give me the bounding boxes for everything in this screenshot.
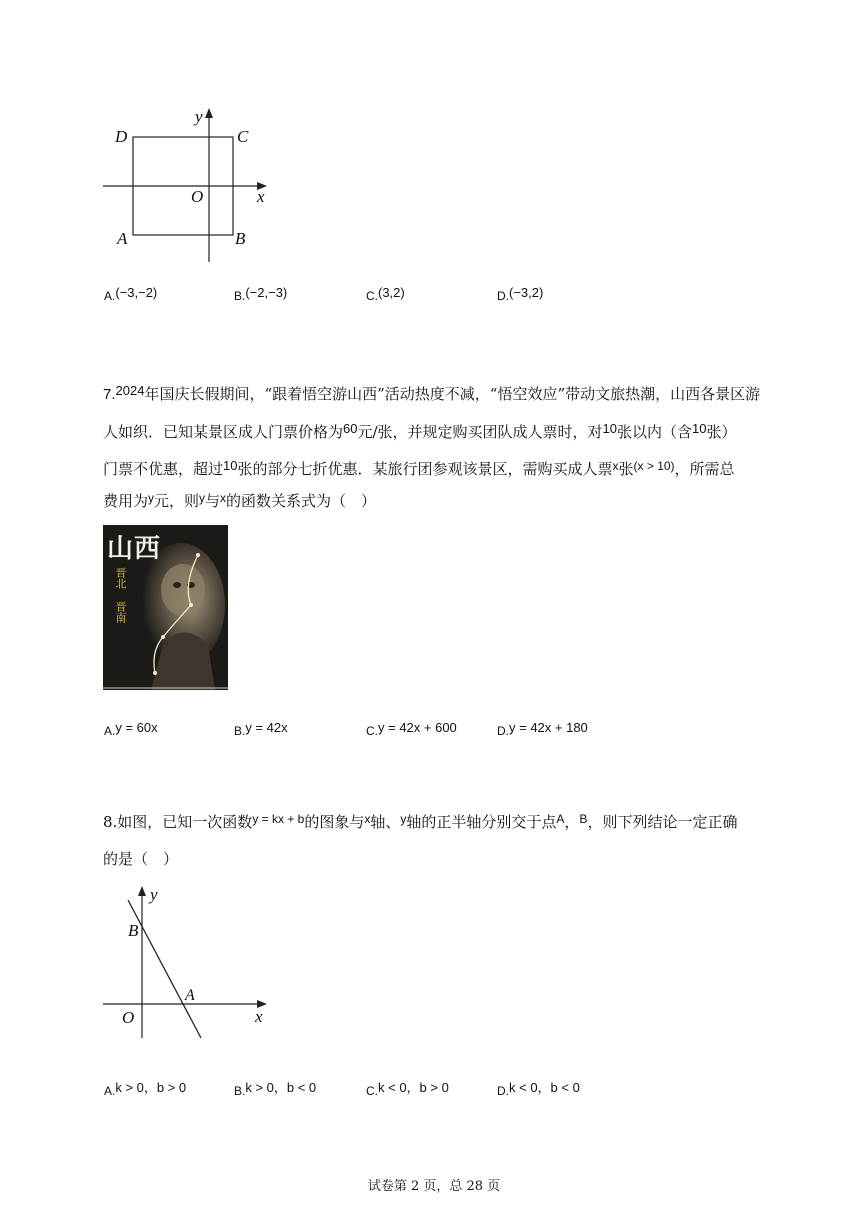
q7-var-y: y xyxy=(199,491,206,505)
option-letter: A. xyxy=(104,724,116,738)
q6-option-b[interactable] xyxy=(234,285,287,301)
option-value: y = 60x xyxy=(115,720,158,735)
q7-number-10: 10 xyxy=(692,421,707,436)
q8-label-o: O xyxy=(122,1008,135,1027)
q8-text: 8.如图，已知一次函数 xyxy=(103,813,253,831)
q6-coordinate-figure xyxy=(95,100,280,270)
q7-text: 费用为 xyxy=(103,492,149,510)
q7-text: ，所需总 xyxy=(674,460,735,478)
q8-function: y = kx + b xyxy=(252,812,305,826)
option-letter: B. xyxy=(234,289,246,303)
option-letter: D. xyxy=(497,289,509,303)
poster-title: 山西 xyxy=(107,534,162,564)
option-value: y = 42x xyxy=(245,720,288,735)
q7-text: 与 xyxy=(205,492,221,510)
option-letter: C. xyxy=(366,724,378,738)
q6-label-y: y xyxy=(195,107,203,126)
option-value: (−3,−2) xyxy=(115,285,158,300)
q6-label-o: O xyxy=(191,187,204,206)
q6-option-d[interactable] xyxy=(497,285,543,301)
q7-number: 7. xyxy=(103,386,116,403)
q6-label-d: D xyxy=(115,127,128,146)
q7-number-10: 10 xyxy=(602,421,618,436)
q8-line-2: 的是（ ） xyxy=(103,850,179,868)
q8-text: 的图象与 xyxy=(304,813,365,831)
q8-point-b: B xyxy=(579,812,588,826)
option-letter: B. xyxy=(234,724,246,738)
q7-option-c[interactable] xyxy=(366,720,457,736)
option-letter: D. xyxy=(497,1084,509,1098)
q8-option-d[interactable] xyxy=(497,1077,580,1096)
option-letter: B. xyxy=(234,1084,246,1098)
option-value: (−3,2) xyxy=(509,285,544,300)
option-value: k > 0，b > 0 xyxy=(115,1080,187,1095)
q7-text: 张） xyxy=(706,423,737,441)
q7-text: 张的部分七折优惠．某旅行团参观该景区，需购买成人票 xyxy=(237,460,613,478)
q8-var-x: x xyxy=(364,812,371,826)
q8-label-y: y xyxy=(150,885,158,904)
q8-line-y-kx-b xyxy=(128,900,201,1038)
option-value: (3,2) xyxy=(378,285,405,300)
q8-point-a: A xyxy=(556,812,565,826)
q6-option-a[interactable] xyxy=(104,285,157,301)
option-value: (−2,−3) xyxy=(245,285,288,300)
option-value: y = 42x + 180 xyxy=(509,720,588,735)
q8-text: 轴的正半轴分别交于点 xyxy=(406,813,557,831)
q8-label-b: B xyxy=(128,921,139,940)
q6-label-c: C xyxy=(237,127,249,146)
q8-var-y: y xyxy=(400,812,407,826)
option-value: k < 0，b < 0 xyxy=(509,1080,580,1095)
q7-text: 门票不优惠，超过 xyxy=(103,460,224,478)
q7-line-1 xyxy=(103,384,760,405)
q8-text: ，则下列结论一定正确 xyxy=(587,813,738,831)
option-letter: A. xyxy=(104,1084,116,1098)
q7-line-4 xyxy=(103,491,376,512)
q7-option-a[interactable] xyxy=(104,720,158,736)
q6-label-x: x xyxy=(257,187,265,206)
q6-option-c[interactable] xyxy=(366,285,405,301)
q7-line-3 xyxy=(103,459,735,480)
q8-option-c[interactable] xyxy=(366,1077,449,1096)
q8-option-b[interactable] xyxy=(234,1077,316,1096)
q8-option-a[interactable] xyxy=(104,1077,186,1096)
q7-var-x: x xyxy=(612,459,619,473)
q7-text: 元/张，并规定购买团队成人票时，对 xyxy=(357,423,603,441)
poster-side-south: 晋南 xyxy=(114,601,127,623)
q8-text: ， xyxy=(564,813,580,831)
shanxi-poster-image xyxy=(103,525,228,690)
q8-linear-function-figure xyxy=(95,880,280,1045)
q7-price: 60 xyxy=(343,421,358,436)
q7-line-2 xyxy=(103,422,737,443)
q7-condition: (x > 10) xyxy=(633,459,675,473)
option-letter: A. xyxy=(104,289,116,303)
q8-line-1 xyxy=(103,812,737,833)
q7-text: 的函数关系式为（ ） xyxy=(226,492,377,510)
q7-text: 元，则 xyxy=(154,492,200,510)
q7-var-y: y xyxy=(148,491,155,505)
option-letter: D. xyxy=(497,724,509,738)
q7-option-d[interactable] xyxy=(497,720,588,736)
q7-option-b[interactable] xyxy=(234,720,288,736)
q7-year: 2024 xyxy=(115,383,145,398)
q8-label-a: A xyxy=(185,987,195,1004)
poster-side-north: 晋北 xyxy=(114,567,127,589)
q8-y-arrow xyxy=(138,886,146,896)
q8-text: 轴、 xyxy=(370,813,401,831)
q7-line-1-text: 年国庆长假期间，“跟着悟空游山西”活动热度不减，“悟空效应”带动文旅热潮，山西各景区游 xyxy=(144,385,761,403)
option-letter: C. xyxy=(366,1084,378,1098)
q7-text: 张以内（含 xyxy=(617,423,693,441)
q6-label-b: B xyxy=(235,229,246,248)
option-value: y = 42x + 600 xyxy=(378,720,457,735)
q6-label-a: A xyxy=(117,229,128,248)
q7-text: 张 xyxy=(618,460,634,478)
q7-number-10: 10 xyxy=(223,458,238,473)
q8-label-x: x xyxy=(255,1007,263,1026)
q7-var-x: x xyxy=(220,491,227,505)
q6-y-arrow xyxy=(205,108,213,118)
page-footer: 试卷第 2 页，总 28 页 xyxy=(367,1179,501,1194)
option-value: k < 0，b > 0 xyxy=(378,1080,449,1095)
q7-text: 人如织．已知某景区成人门票价格为 xyxy=(103,423,344,441)
option-value: k > 0，b < 0 xyxy=(245,1080,317,1095)
option-letter: C. xyxy=(366,289,378,303)
